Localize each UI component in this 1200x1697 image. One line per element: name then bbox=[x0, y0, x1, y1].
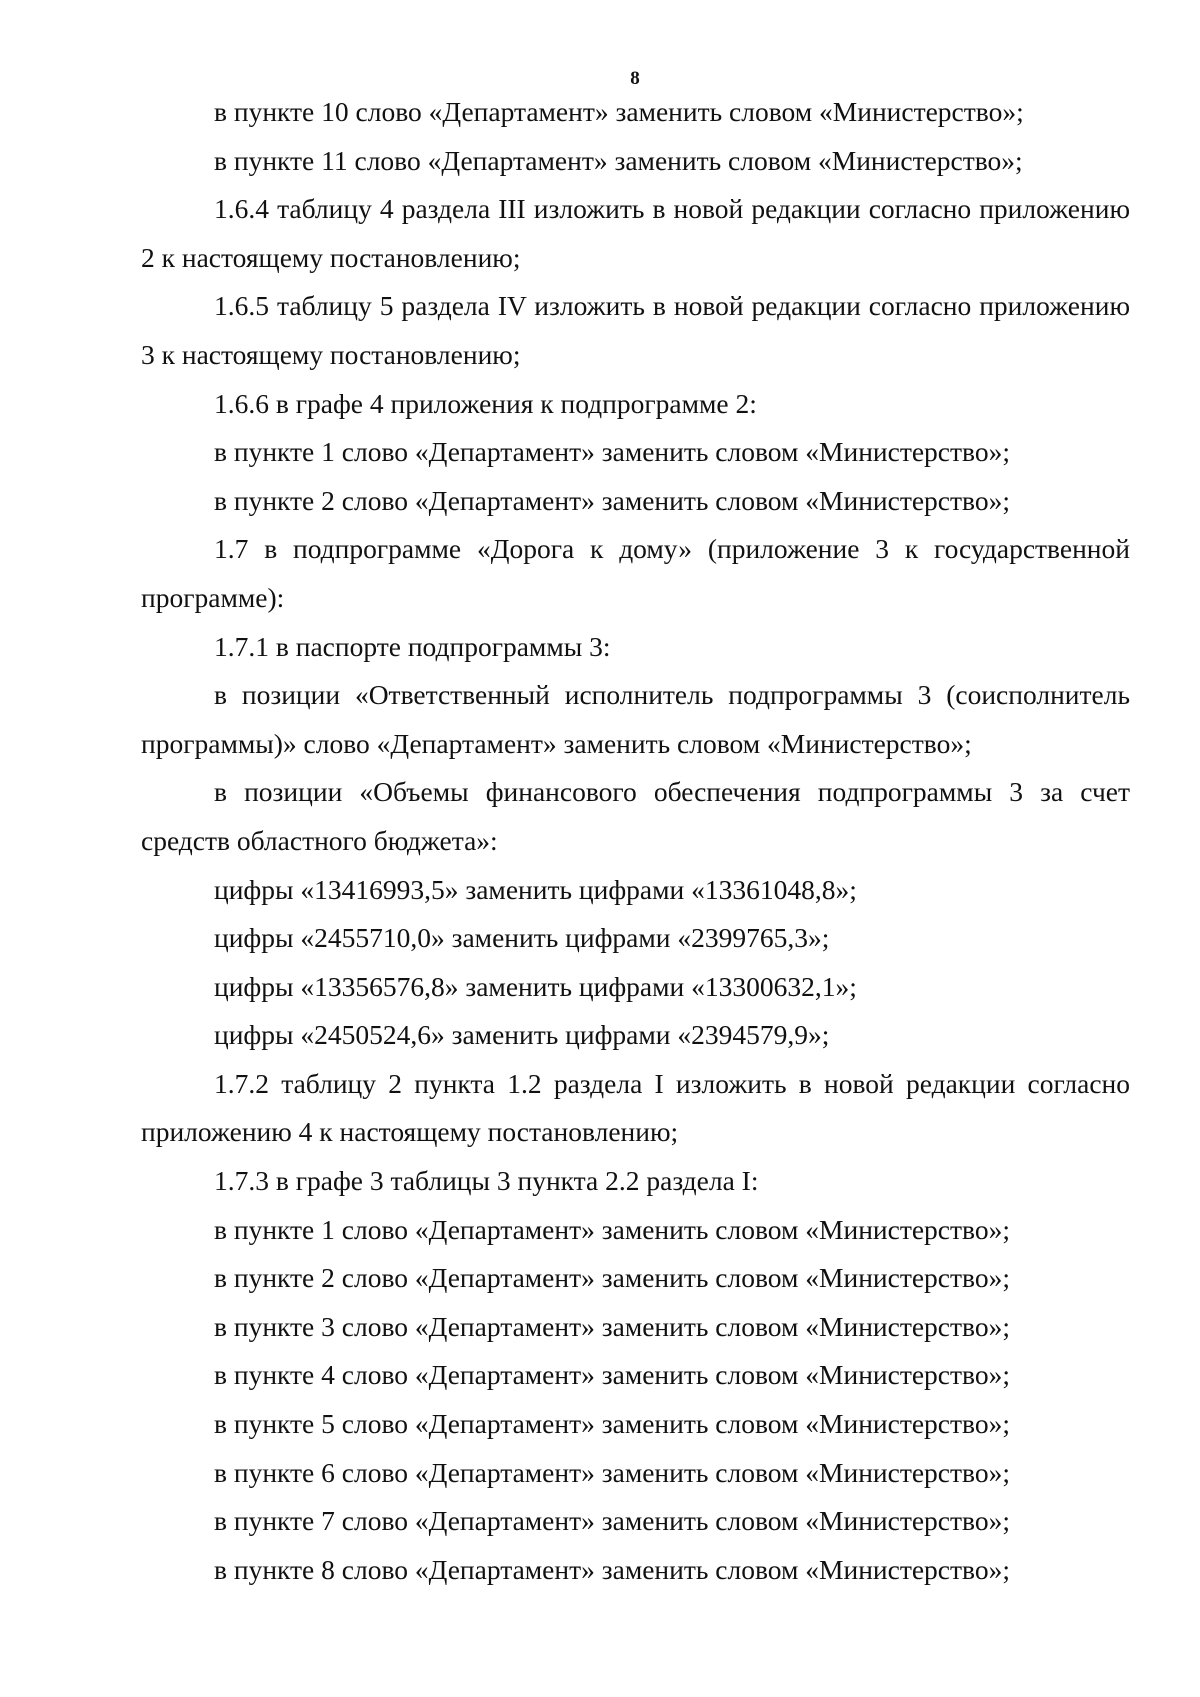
paragraph: 1.7.3 в графе 3 таблицы 3 пункта 2.2 раздела I: bbox=[214, 1165, 759, 1197]
paragraph: в позиции «Ответственный исполнитель подпрограммы 3 (соисполнитель программы)» слово «Департамент» заменить словом «Министерство»; bbox=[141, 679, 1130, 759]
page-number: 8 bbox=[630, 68, 640, 89]
paragraph: в пункте 5 слово «Департамент» заменить словом «Министерство»; bbox=[214, 1408, 1010, 1440]
paragraph: цифры «2450524,6» заменить цифрами «2394579,9»; bbox=[214, 1019, 830, 1051]
paragraph: 1.6.6 в графе 4 приложения к подпрограмме 2: bbox=[214, 387, 757, 419]
paragraph: 1.7 в подпрограмме «Дорога к дому» (приложение 3 к государственной программе): bbox=[141, 533, 1130, 613]
paragraph: цифры «13416993,5» заменить цифрами «13361048,8»; bbox=[214, 873, 857, 905]
paragraph: в пункте 2 слово «Департамент» заменить словом «Министерство»; bbox=[214, 484, 1010, 516]
paragraph: в пункте 3 слово «Департамент» заменить словом «Министерство»; bbox=[214, 1310, 1010, 1342]
paragraph: в пункте 1 слово «Департамент» заменить словом «Министерство»; bbox=[214, 436, 1010, 468]
paragraph: в пункте 1 слово «Департамент» заменить словом «Министерство»; bbox=[214, 1213, 1010, 1245]
paragraph: цифры «13356576,8» заменить цифрами «13300632,1»; bbox=[214, 970, 857, 1002]
document-body bbox=[141, 88, 1130, 1594]
paragraph: 1.6.4 таблицу 4 раздела III изложить в новой редакции согласно приложению 2 к настоящему постановлению; bbox=[141, 193, 1130, 273]
paragraph: 1.6.5 таблицу 5 раздела IV изложить в новой редакции согласно приложению 3 к настоящему постановлению; bbox=[141, 290, 1130, 370]
paragraph: в пункте 2 слово «Департамент» заменить словом «Министерство»; bbox=[214, 1262, 1010, 1294]
paragraph: 1.7.1 в паспорте подпрограммы 3: bbox=[214, 630, 611, 662]
paragraph: в пункте 8 слово «Департамент» заменить словом «Министерство»; bbox=[214, 1553, 1010, 1585]
paragraph: в пункте 10 слово «Департамент» заменить словом «Министерство»; bbox=[214, 96, 1024, 127]
paragraph: в пункте 6 слово «Департамент» заменить словом «Министерство»; bbox=[214, 1456, 1010, 1488]
paragraph: 1.7.2 таблицу 2 пункта 1.2 раздела I изложить в новой редакции согласно приложению 4 к настоящему постановлению; bbox=[141, 1067, 1130, 1148]
paragraph: в пункте 11 слово «Департамент» заменить словом «Министерство»; bbox=[214, 144, 1023, 176]
paragraph: цифры «2455710,0» заменить цифрами «2399765,3»; bbox=[214, 922, 830, 954]
paragraph: в позиции «Объемы финансового обеспечения подпрограммы 3 за счет средств областного бюджета»: bbox=[141, 776, 1130, 856]
paragraph: в пункте 7 слово «Департамент» заменить словом «Министерство»; bbox=[214, 1505, 1010, 1537]
paragraph: в пункте 4 слово «Департамент» заменить словом «Министерство»; bbox=[214, 1359, 1010, 1391]
